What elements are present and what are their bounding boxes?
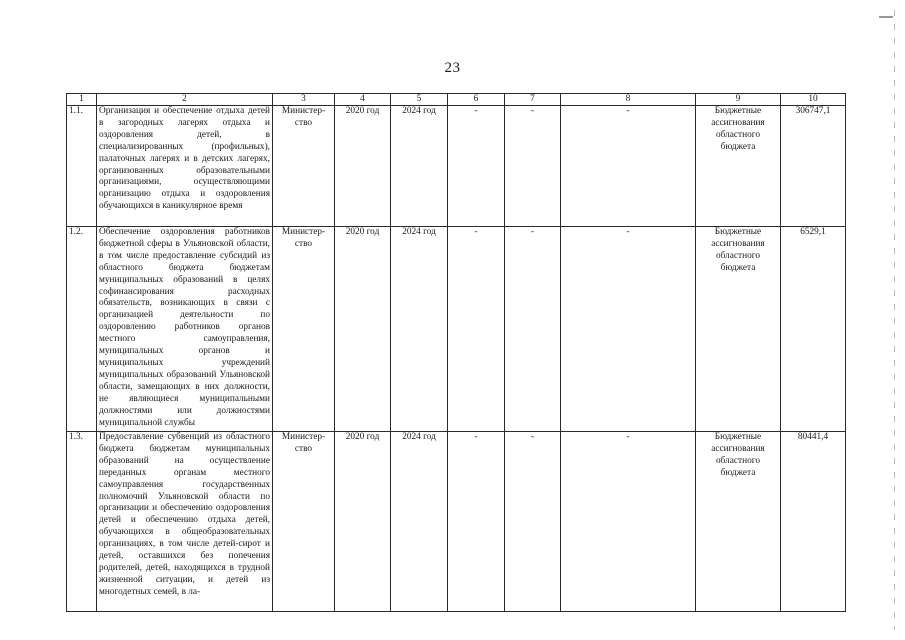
header-cell-7: 7 <box>505 94 561 106</box>
header-cell-2: 2 <box>97 94 273 106</box>
header-cell-9: 9 <box>696 94 781 106</box>
row-executor: Министер-ство <box>273 432 335 612</box>
row-number: 1.2. <box>67 227 97 432</box>
row-end-year: 2024 год <box>391 432 448 612</box>
row-end-year: 2024 год <box>391 106 448 227</box>
row-start-year: 2020 год <box>335 432 391 612</box>
row-col7: - <box>505 106 561 227</box>
row-col7: - <box>505 227 561 432</box>
header-cell-10: 10 <box>781 94 846 106</box>
row-description: Предоставление субвенций из областного бюджета бюджетам муниципальных образований на осуществление переданных органам местного самоуправления государственных полномочий Ульяновской области по организации и обеспечению оздоровления детей и обеспечению отдыха детей, обучающихся в общеобразовательных организациях, в том числе детей-сирот и детей, оставшихся без попечения родителей, детей, находящихся в трудной жизненной ситуации, и детей из многодетных семей, в ла- <box>97 432 273 612</box>
header-cell-5: 5 <box>391 94 448 106</box>
scan-mark <box>879 6 893 18</box>
page-number: 23 <box>444 60 461 76</box>
scan-edge <box>894 10 895 630</box>
header-cell-1: 1 <box>67 94 97 106</box>
table-row <box>67 432 846 612</box>
row-amount: 6529,1 <box>781 227 846 432</box>
header-row <box>67 94 846 106</box>
header-cell-8: 8 <box>561 94 696 106</box>
row-col8: - <box>561 432 696 612</box>
row-executor: Министер-ство <box>273 227 335 432</box>
row-col7: - <box>505 432 561 612</box>
row-funding-source: Бюджетные ассигнования областного бюджета <box>696 432 781 612</box>
row-description: Обеспечение оздоровления работников бюджетной сферы в Ульяновской области, в том числе предоставление субсидий из областного бюджета бюджетам муниципальных образований в целях софинансирования расходных обязательств, возникающих в связи с организацией деятельности по оздоровлению работников органов местного самоуправления, муниципальных органов и муниципальных учреждений муниципальных образований Ульяновской области, замещающих в них должности, не являющиеся муниципальными должностями или должностями муниципальной службы <box>97 227 273 432</box>
header-cell-6: 6 <box>448 94 505 106</box>
row-amount: 306747,1 <box>781 106 846 227</box>
header-cell-3: 3 <box>273 94 335 106</box>
row-number: 1.1. <box>67 106 97 227</box>
row-col6: - <box>448 432 505 612</box>
row-end-year: 2024 год <box>391 227 448 432</box>
row-executor: Министер-ство <box>273 106 335 227</box>
header-cell-4: 4 <box>335 94 391 106</box>
row-col6: - <box>448 106 505 227</box>
row-col8: - <box>561 106 696 227</box>
program-activities-table <box>66 93 846 612</box>
row-col8: - <box>561 227 696 432</box>
row-col6: - <box>448 227 505 432</box>
table-row <box>67 227 846 432</box>
row-amount: 80441,4 <box>781 432 846 612</box>
table-row <box>67 106 846 227</box>
row-start-year: 2020 год <box>335 227 391 432</box>
row-description: Организация и обеспечение отдыха детей в загородных лагерях отдыха и оздоровления детей, в специализированных (профильных), палаточных лагерях и в детских лагерях, организованных образовательными организациями, осуществляющими организацию отдыха и оздоровления обучающихся в каникулярное время <box>97 106 273 227</box>
row-number: 1.3. <box>67 432 97 612</box>
row-start-year: 2020 год <box>335 106 391 227</box>
row-funding-source: Бюджетные ассигнования областного бюджета <box>696 227 781 432</box>
row-funding-source: Бюджетные ассигнования областного бюджета <box>696 106 781 227</box>
